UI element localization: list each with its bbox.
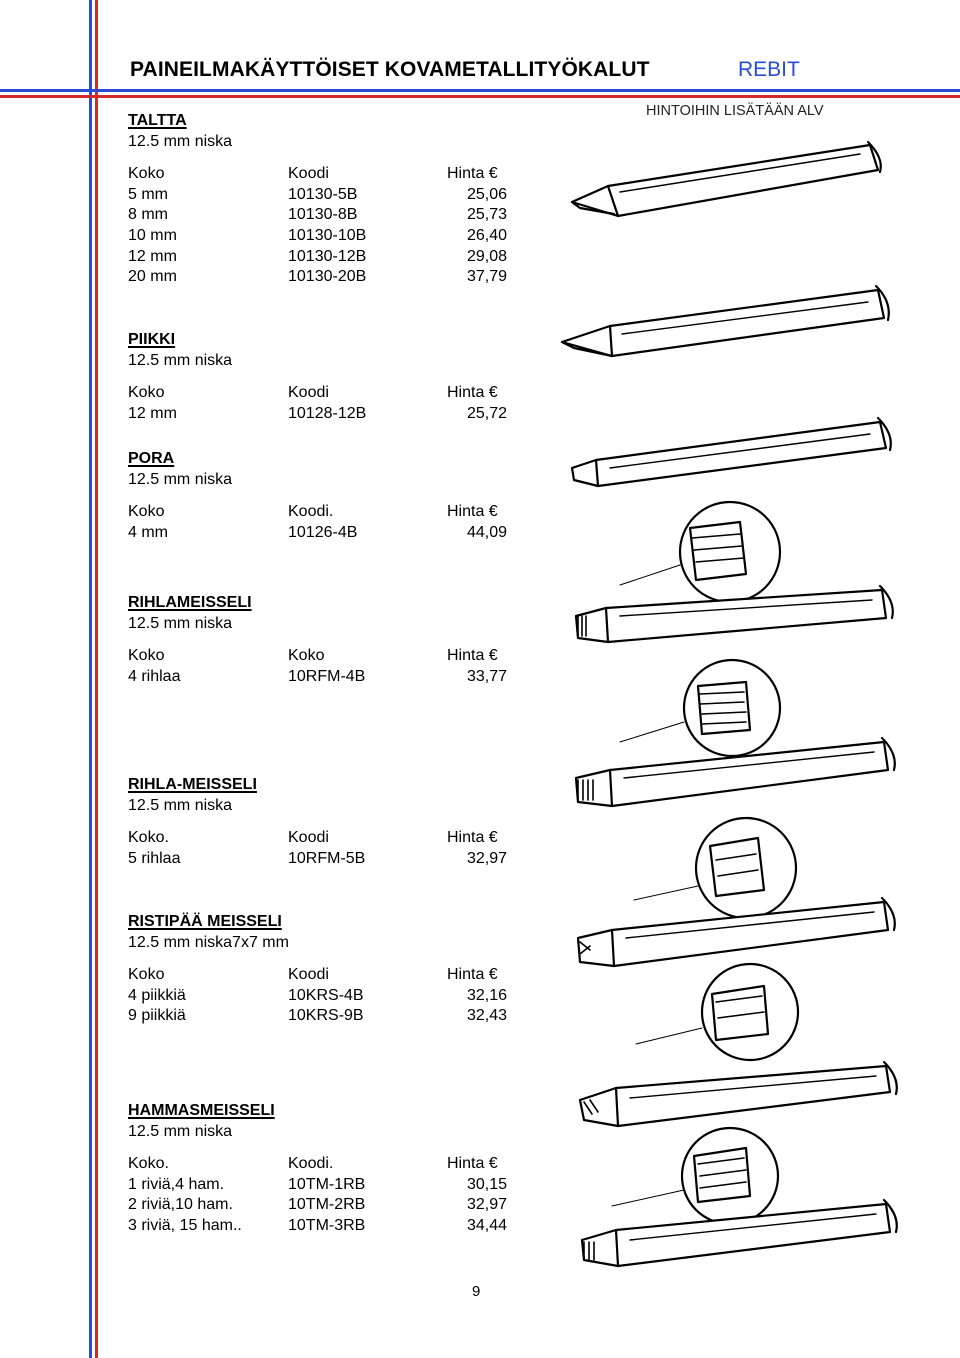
cell-price: 34,44 bbox=[466, 1216, 507, 1234]
cell-size: 2 riviä,10 ham. bbox=[128, 1196, 233, 1214]
vat-note: HINTOIHIN LISÄTÄÄN ALV bbox=[646, 103, 824, 119]
header-price: Hinta € bbox=[447, 384, 498, 402]
cell-size: 8 mm bbox=[128, 206, 168, 224]
header-price: Hinta € bbox=[447, 829, 498, 847]
table-row bbox=[128, 1195, 528, 1216]
cell-size: 10 mm bbox=[128, 226, 177, 244]
table-header bbox=[128, 502, 528, 523]
header-size: Koko bbox=[128, 384, 165, 402]
table-row bbox=[128, 986, 528, 1007]
section-subtitle: 12.5 mm niska bbox=[128, 470, 233, 488]
section-subtitle: 12.5 mm niska bbox=[128, 614, 233, 632]
header-price: Hinta € bbox=[447, 165, 498, 183]
cell-size: 1 riviä,4 ham. bbox=[128, 1175, 225, 1193]
section-title: HAMMASMEISSELI bbox=[128, 1102, 275, 1119]
section-title: PIIKKI bbox=[128, 331, 176, 348]
cell-code: 10130-8B bbox=[288, 206, 358, 224]
cell-price: 37,79 bbox=[466, 268, 507, 286]
cell-code: 10126-4B bbox=[288, 523, 358, 541]
left-blue-rule bbox=[89, 0, 92, 1358]
cell-size: 12 mm bbox=[128, 247, 177, 265]
header-code: Koodi. bbox=[288, 1155, 334, 1173]
cell-size: 3 riviä, 15 ham.. bbox=[128, 1216, 242, 1234]
header-price: Hinta € bbox=[447, 503, 498, 521]
rihla-5-detail-drawing bbox=[620, 660, 780, 756]
table-row bbox=[128, 205, 528, 226]
section-taltta bbox=[128, 111, 528, 288]
left-red-rule bbox=[95, 0, 98, 1358]
cell-code: 10128-12B bbox=[288, 404, 367, 422]
cell-price: 29,08 bbox=[466, 247, 507, 265]
table-row bbox=[128, 185, 528, 206]
table-header bbox=[128, 646, 528, 667]
cell-size: 4 rihlaa bbox=[128, 667, 181, 685]
cell-price: 44,09 bbox=[466, 523, 507, 541]
piikki-point-drawing bbox=[562, 286, 889, 356]
cell-size: 5 rihlaa bbox=[128, 849, 181, 867]
section-subtitle: 12.5 mm niska bbox=[128, 351, 233, 369]
hammas-detail-2-drawing bbox=[612, 1128, 778, 1224]
cell-price: 30,15 bbox=[466, 1175, 507, 1193]
cell-price: 33,77 bbox=[466, 667, 507, 685]
top-red-rule bbox=[0, 95, 960, 98]
header-size: Koko bbox=[128, 165, 165, 183]
cell-code: 10130-5B bbox=[288, 185, 358, 203]
cell-price: 32,97 bbox=[466, 849, 507, 867]
rihla-4-detail-drawing bbox=[620, 502, 780, 602]
section-pora bbox=[128, 449, 528, 543]
section-ristipaa-meisseli bbox=[128, 912, 528, 1027]
header-size: Koko. bbox=[128, 829, 169, 847]
cell-price: 32,16 bbox=[466, 986, 507, 1004]
header-size: Koko. bbox=[128, 1155, 169, 1173]
cell-code: 10130-12B bbox=[288, 247, 367, 265]
hammasmeisseli-1-drawing bbox=[580, 1062, 897, 1126]
section-hammasmeisseli bbox=[128, 1101, 528, 1237]
section-title: RIHLAMEISSELI bbox=[128, 594, 252, 611]
page-title: PAINEILMAKÄYTTÖISET KOVAMETALLITYÖKALUT bbox=[130, 58, 650, 81]
table-row bbox=[128, 523, 528, 544]
table-row bbox=[128, 267, 528, 288]
brand-name: REBIT bbox=[738, 58, 800, 81]
cell-code: 10KRS-4B bbox=[288, 986, 364, 1004]
table-header bbox=[128, 1154, 528, 1175]
section-piikki bbox=[128, 330, 528, 424]
cell-code: 10130-10B bbox=[288, 226, 367, 244]
header-code: Koko bbox=[288, 647, 325, 665]
section-title: RIHLA-MEISSELI bbox=[128, 776, 257, 793]
table-row bbox=[128, 404, 528, 425]
section-rihla-meisseli bbox=[128, 775, 528, 869]
tool-illustrations bbox=[550, 130, 920, 1290]
table-row bbox=[128, 226, 528, 247]
taltta-chisel-drawing bbox=[572, 142, 881, 216]
cell-code: 10130-20B bbox=[288, 268, 367, 286]
table-row bbox=[128, 1216, 528, 1237]
section-subtitle: 12.5 mm niska bbox=[128, 796, 233, 814]
section-title: RISTIPÄÄ MEISSELI bbox=[128, 913, 282, 930]
cell-price: 25,06 bbox=[466, 185, 507, 203]
cell-price: 26,40 bbox=[466, 226, 507, 244]
header-code: Koodi bbox=[288, 966, 329, 984]
header-code: Koodi bbox=[288, 165, 329, 183]
table-header bbox=[128, 828, 528, 849]
cell-size: 4 mm bbox=[128, 523, 168, 541]
table-row bbox=[128, 1175, 528, 1196]
ristipaa-detail-drawing bbox=[634, 818, 796, 918]
section-title: PORA bbox=[128, 450, 175, 467]
table-row bbox=[128, 667, 528, 688]
header-size: Koko bbox=[128, 647, 165, 665]
top-blue-rule bbox=[0, 89, 960, 92]
cell-price: 32,43 bbox=[466, 1007, 507, 1025]
cell-code: 10TM-1RB bbox=[288, 1175, 366, 1193]
cell-size: 5 mm bbox=[128, 185, 168, 203]
table-header bbox=[128, 164, 528, 185]
section-subtitle: 12.5 mm niska7x7 mm bbox=[128, 933, 289, 951]
page-number: 9 bbox=[472, 1283, 481, 1300]
header-price: Hinta € bbox=[447, 1155, 498, 1173]
cell-code: 10TM-3RB bbox=[288, 1216, 366, 1234]
section-title: TALTTA bbox=[128, 112, 187, 129]
cell-price: 25,72 bbox=[466, 404, 507, 422]
header-price: Hinta € bbox=[447, 647, 498, 665]
cell-size: 20 mm bbox=[128, 268, 177, 286]
cell-code: 10TM-2RB bbox=[288, 1196, 366, 1214]
hammas-detail-drawing bbox=[636, 964, 798, 1060]
cell-code: 10KRS-9B bbox=[288, 1007, 364, 1025]
header-code: Koodi. bbox=[288, 503, 334, 521]
section-rihlameisseli bbox=[128, 593, 528, 687]
section-subtitle: 12.5 mm niska bbox=[128, 132, 233, 150]
cell-price: 32,97 bbox=[466, 1196, 507, 1214]
table-row bbox=[128, 247, 528, 268]
cell-code: 10RFM-4B bbox=[288, 667, 366, 685]
header-price: Hinta € bbox=[447, 966, 498, 984]
section-subtitle: 12.5 mm niska bbox=[128, 1122, 233, 1140]
table-header bbox=[128, 965, 528, 986]
table-header bbox=[128, 383, 528, 404]
header-size: Koko bbox=[128, 966, 165, 984]
header-size: Koko bbox=[128, 503, 165, 521]
pora-drill-drawing bbox=[572, 418, 891, 486]
cell-size: 9 piikkiä bbox=[128, 1007, 186, 1025]
table-row bbox=[128, 849, 528, 870]
header-code: Koodi bbox=[288, 829, 329, 847]
cell-code: 10RFM-5B bbox=[288, 849, 366, 867]
table-row bbox=[128, 1006, 528, 1027]
cell-price: 25,73 bbox=[466, 206, 507, 224]
cell-size: 12 mm bbox=[128, 404, 177, 422]
header-code: Koodi bbox=[288, 384, 329, 402]
cell-size: 4 piikkiä bbox=[128, 986, 186, 1004]
